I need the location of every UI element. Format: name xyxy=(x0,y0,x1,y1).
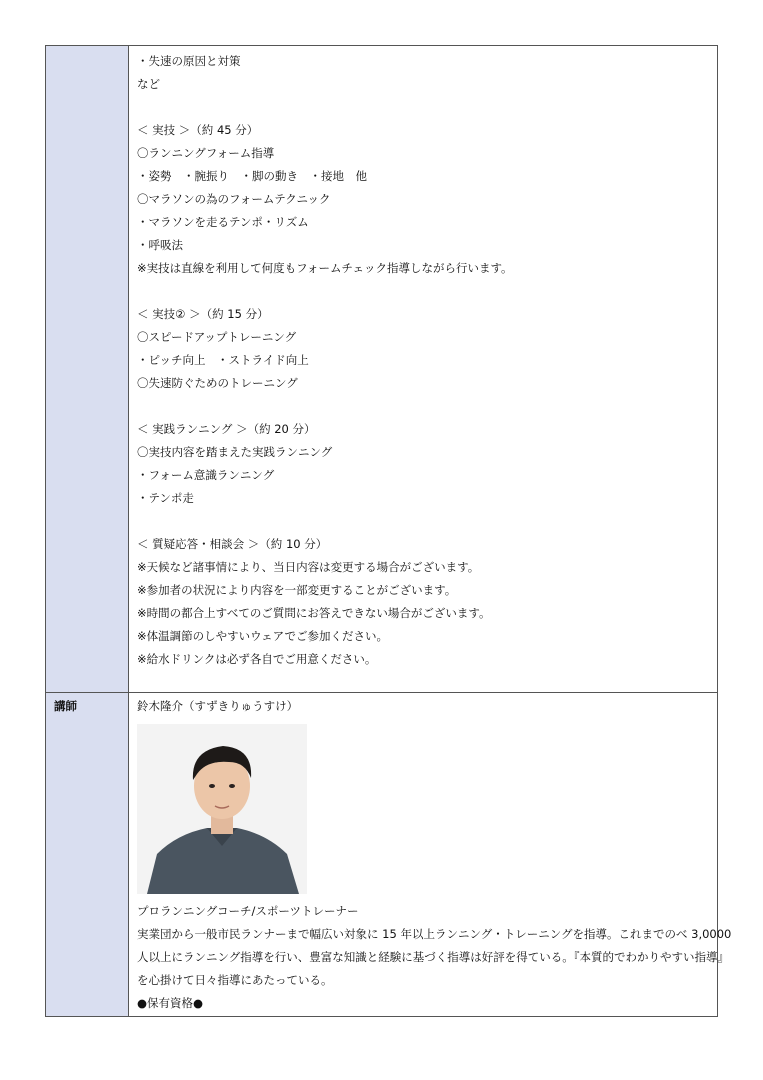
schedule-line: ＜ 実践ランニング ＞（約 20 分） xyxy=(137,422,316,436)
schedule-line: 〇スピードアップトレーニング xyxy=(137,330,297,344)
instructor-label-cell xyxy=(46,693,129,1017)
schedule-row xyxy=(46,46,718,693)
schedule-line: ＜ 質疑応答・相談会 ＞（約 10 分） xyxy=(137,537,328,551)
schedule-line xyxy=(137,510,710,533)
schedule-line: など xyxy=(137,77,160,91)
schedule-line: ※実技は直線を利用して何度もフォームチェック指導しながら行います。 xyxy=(137,261,513,275)
instructor-row xyxy=(46,693,718,1017)
schedule-line: ・フォーム意識ランニング xyxy=(137,468,275,482)
instructor-bio-line-3: を心掛けて日々指導にあたっている。 xyxy=(137,973,333,987)
qualifications-heading: ●保有資格● xyxy=(137,996,204,1010)
schedule-label-cell xyxy=(46,46,129,693)
schedule-line: ※給水ドリンクは必ず各自でご用意ください。 xyxy=(137,652,377,666)
schedule-line xyxy=(137,96,710,119)
schedule-line: ＜ 実技 ＞（約 45 分） xyxy=(137,123,259,137)
schedule-line: ・姿勢 ・腕振り ・脚の動き ・接地 他 xyxy=(137,169,367,183)
schedule-line: ・失速の原因と対策 xyxy=(137,54,241,68)
instructor-name: 鈴木隆介（すずきりゅうすけ） xyxy=(137,699,299,713)
instructor-section xyxy=(129,695,732,1015)
schedule-line: ※体温調節のしやすいウェアでご参加ください。 xyxy=(137,629,389,643)
schedule-line: ・マラソンを走るテンポ・リズム xyxy=(137,215,309,229)
instructor-title: プロランニングコーチ/スポーツトレーナー xyxy=(137,904,359,918)
schedule-line: 〇マラソンの為のフォームテクニック xyxy=(137,192,331,206)
schedule-line: ※時間の都合上すべてのご質問にお答えできない場合がございます。 xyxy=(137,606,491,620)
schedule-content-cell xyxy=(129,46,718,693)
schedule-line: ・呼吸法 xyxy=(137,238,183,252)
instructor-bio-line-2: 人以上にランニング指導を行い、豊富な知識と経験に基づく指導は好評を得ている。『本質的でわかりやすい指導』 xyxy=(137,950,730,964)
instructor-content-cell xyxy=(129,693,732,1017)
schedule-line: ・ピッチ向上 ・ストライド向上 xyxy=(137,353,309,367)
info-table xyxy=(45,45,732,1017)
instructor-photo xyxy=(137,724,307,894)
schedule-line: ※参加者の状況により内容を一部変更することがございます。 xyxy=(137,583,457,597)
schedule-line: ＜ 実技② ＞（約 15 分） xyxy=(137,307,269,321)
schedule-content xyxy=(129,46,717,671)
schedule-line xyxy=(137,395,710,418)
schedule-line: 〇ランニングフォーム指導 xyxy=(137,146,275,160)
schedule-line: 〇実技内容を踏まえた実践ランニング xyxy=(137,445,333,459)
schedule-line: ・テンポ走 xyxy=(137,491,194,505)
schedule-line: ※天候など諸事情により、当日内容は変更する場合がございます。 xyxy=(137,560,480,574)
instructor-label: 講師 xyxy=(54,699,77,713)
schedule-line: 〇失速防ぐためのトレーニング xyxy=(137,376,298,390)
schedule-line xyxy=(137,280,710,303)
instructor-bio-line-1: 実業団から一般市民ランナーまで幅広い対象に 15 年以上ランニング・トレーニングを指導。これまでのべ 3,0000 xyxy=(137,927,732,941)
